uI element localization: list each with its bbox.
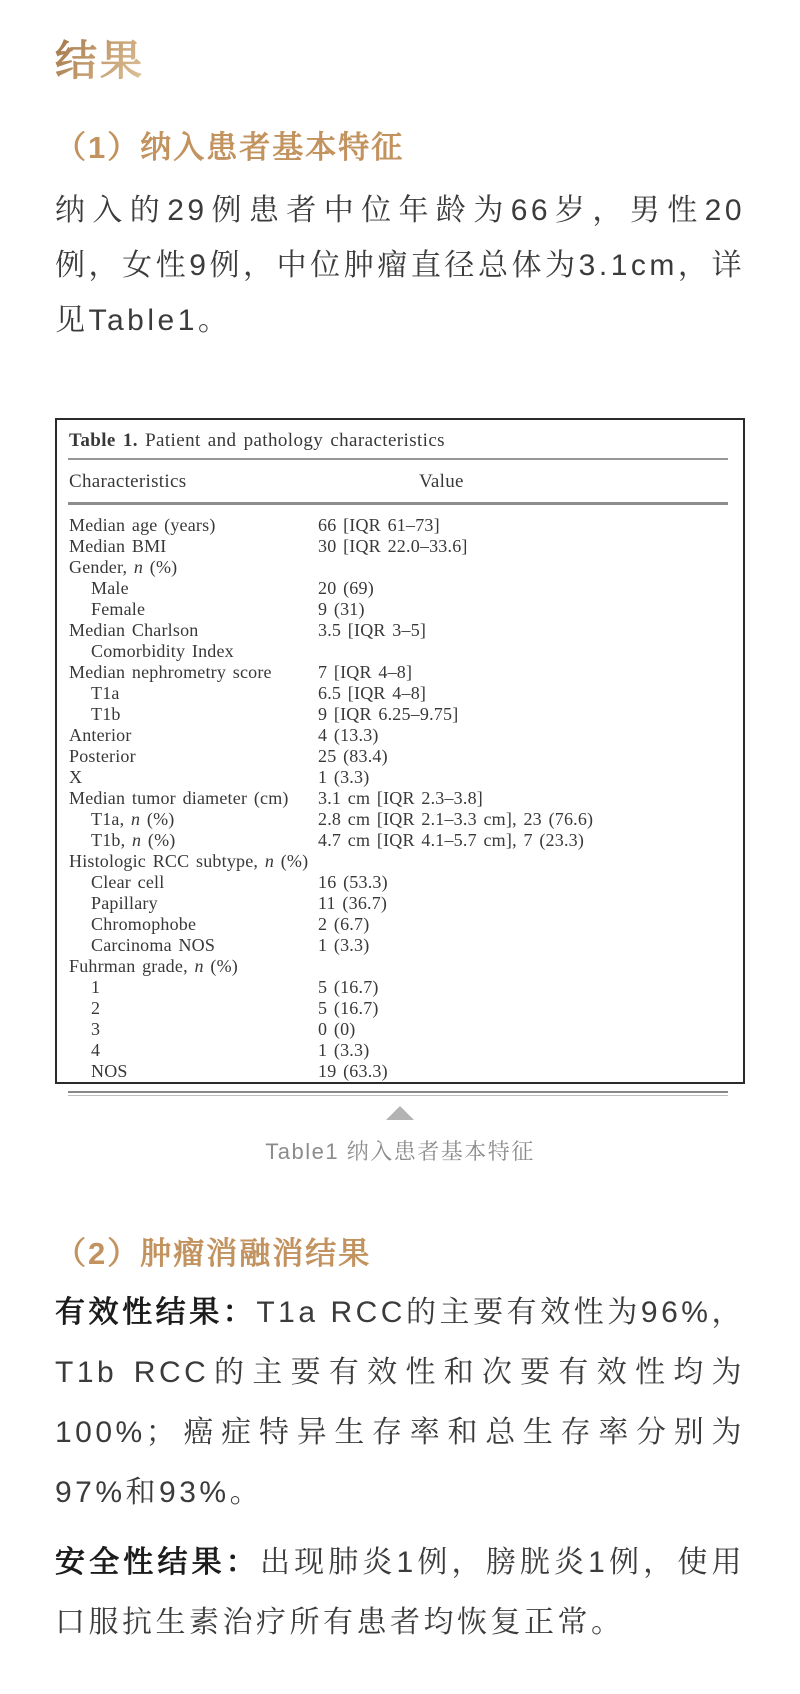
row-value: 4 (13.3) bbox=[318, 725, 379, 745]
row-label: T1a bbox=[91, 683, 120, 703]
table-title bbox=[68, 428, 733, 458]
row-label: T1a, n (%) bbox=[91, 809, 175, 829]
row-label: T1b bbox=[91, 704, 121, 724]
row-value: 20 (69) bbox=[318, 578, 374, 598]
efficacy-text: T1a RCC的主要有效性为96%，T1b RCC的主要有效性和次要有效性均为100%；癌症特异生存率和总生存率分别为97%和93%。 bbox=[55, 1296, 746, 1509]
table-row bbox=[68, 788, 733, 809]
table-row bbox=[68, 515, 733, 536]
column-header-value: Value bbox=[419, 471, 464, 492]
table-row bbox=[68, 893, 733, 914]
section1-heading: （1）纳入患者基本特征 bbox=[55, 130, 405, 165]
safety-lead: 安全性结果： bbox=[55, 1546, 260, 1579]
table-row bbox=[68, 599, 733, 620]
row-label: Papillary bbox=[91, 893, 158, 913]
row-value: 2.8 cm [IQR 2.1–3.3 cm], 23 (76.6) bbox=[318, 809, 594, 829]
row-value: 0 (0) bbox=[318, 1019, 356, 1039]
row-value: 7 [IQR 4–8] bbox=[318, 662, 413, 682]
table-row bbox=[68, 1061, 733, 1082]
efficacy-lead: 有效性结果： bbox=[55, 1296, 257, 1329]
table-title-text: Patient and pathology characteristics bbox=[137, 430, 445, 451]
row-value: 16 (53.3) bbox=[318, 872, 388, 892]
table-row bbox=[68, 662, 733, 683]
row-value bbox=[318, 851, 733, 872]
table-row bbox=[68, 704, 733, 725]
row-label: Chromophobe bbox=[91, 914, 197, 934]
row-label: 1 bbox=[91, 977, 101, 997]
row-label: 2 bbox=[91, 998, 101, 1018]
row-value bbox=[318, 956, 733, 977]
table-row bbox=[68, 641, 733, 662]
row-label: Median Charlson bbox=[69, 620, 199, 640]
table-row bbox=[68, 620, 733, 641]
efficacy-paragraph bbox=[55, 1283, 745, 1523]
table-row bbox=[68, 872, 733, 893]
table-row bbox=[68, 1019, 733, 1040]
row-label: Female bbox=[91, 599, 146, 619]
row-value: 11 (36.7) bbox=[318, 893, 388, 913]
table-row bbox=[68, 914, 733, 935]
row-value: 4.7 cm [IQR 4.1–5.7 cm], 7 (23.3) bbox=[318, 830, 585, 850]
row-label: 3 bbox=[91, 1019, 101, 1039]
row-value: 6.5 [IQR 4–8] bbox=[318, 683, 427, 703]
row-label: Posterior bbox=[69, 746, 136, 766]
row-value: 66 [IQR 61–73] bbox=[318, 515, 440, 535]
row-value bbox=[318, 557, 733, 578]
table-row bbox=[68, 851, 733, 872]
table-row bbox=[68, 809, 733, 830]
table-row bbox=[68, 998, 733, 1019]
row-value: 1 (3.3) bbox=[318, 767, 370, 787]
row-label: Median nephrometry score bbox=[69, 662, 272, 682]
figure-caption: Table1 纳入患者基本特征 bbox=[265, 1139, 535, 1164]
row-label: Comorbidity Index bbox=[91, 641, 234, 661]
table-bottom-rule bbox=[68, 1091, 728, 1096]
row-label: Median tumor diameter (cm) bbox=[69, 788, 289, 808]
row-label: Clear cell bbox=[91, 872, 165, 892]
table-row bbox=[68, 746, 733, 767]
section1-paragraph: 纳入的29例患者中位年龄为66岁，男性20例，女性9例，中位肿瘤直径总体为3.1cm，详见Table1。 bbox=[55, 194, 745, 337]
row-value: 5 (16.7) bbox=[318, 977, 379, 997]
table-row bbox=[68, 977, 733, 998]
row-label: X bbox=[69, 767, 83, 787]
row-label: Carcinoma NOS bbox=[91, 935, 216, 955]
table-row bbox=[68, 1040, 733, 1061]
table-row bbox=[68, 578, 733, 599]
row-value: 9 (31) bbox=[318, 599, 365, 619]
table-body bbox=[68, 505, 733, 1082]
table-row bbox=[68, 557, 733, 578]
table-row bbox=[68, 956, 733, 977]
row-label: Gender, n (%) bbox=[69, 557, 178, 577]
row-value: 19 (63.3) bbox=[318, 1061, 388, 1081]
row-value: 1 (3.3) bbox=[318, 1040, 370, 1060]
safety-paragraph bbox=[55, 1533, 745, 1653]
caption-triangle-icon bbox=[386, 1106, 414, 1120]
row-label: Fuhrman grade, n (%) bbox=[69, 956, 238, 976]
table1-scan bbox=[55, 418, 745, 1084]
section2-heading: （2）肿瘤消融消结果 bbox=[55, 1236, 372, 1271]
table-row bbox=[68, 683, 733, 704]
table-row bbox=[68, 725, 733, 746]
table-row bbox=[68, 536, 733, 557]
column-header-characteristics: Characteristics bbox=[69, 471, 187, 492]
row-value: 25 (83.4) bbox=[318, 746, 388, 766]
row-label: T1b, n (%) bbox=[91, 830, 176, 850]
table-row bbox=[68, 767, 733, 788]
row-value: 5 (16.7) bbox=[318, 998, 379, 1018]
safety-text: 出现肺炎1例，膀胱炎1例，使用口服抗生素治疗所有患者均恢复正常。 bbox=[55, 1546, 745, 1639]
table-row bbox=[68, 935, 733, 956]
table-figure-image[interactable] bbox=[55, 418, 745, 1084]
row-label: Male bbox=[91, 578, 129, 598]
table-title-number: Table 1. bbox=[69, 430, 138, 451]
row-value: 1 (3.3) bbox=[318, 935, 370, 955]
row-label: Anterior bbox=[69, 725, 132, 745]
row-value: 30 [IQR 22.0–33.6] bbox=[318, 536, 468, 556]
row-label: 4 bbox=[91, 1040, 101, 1060]
row-label: Median age (years) bbox=[69, 515, 216, 535]
row-value: 9 [IQR 6.25–9.75] bbox=[318, 704, 459, 724]
row-value: 3.5 [IQR 3–5] bbox=[318, 620, 427, 640]
row-value: 2 (6.7) bbox=[318, 914, 370, 934]
table-row bbox=[68, 830, 733, 851]
row-value bbox=[318, 641, 733, 662]
table-header-row bbox=[68, 460, 733, 502]
row-label: Median BMI bbox=[69, 536, 167, 556]
row-label: NOS bbox=[91, 1061, 128, 1081]
row-value: 3.1 cm [IQR 2.3–3.8] bbox=[318, 788, 483, 808]
page-title: 结果 bbox=[55, 0, 145, 88]
row-label: Histologic RCC subtype, n (%) bbox=[69, 851, 309, 871]
